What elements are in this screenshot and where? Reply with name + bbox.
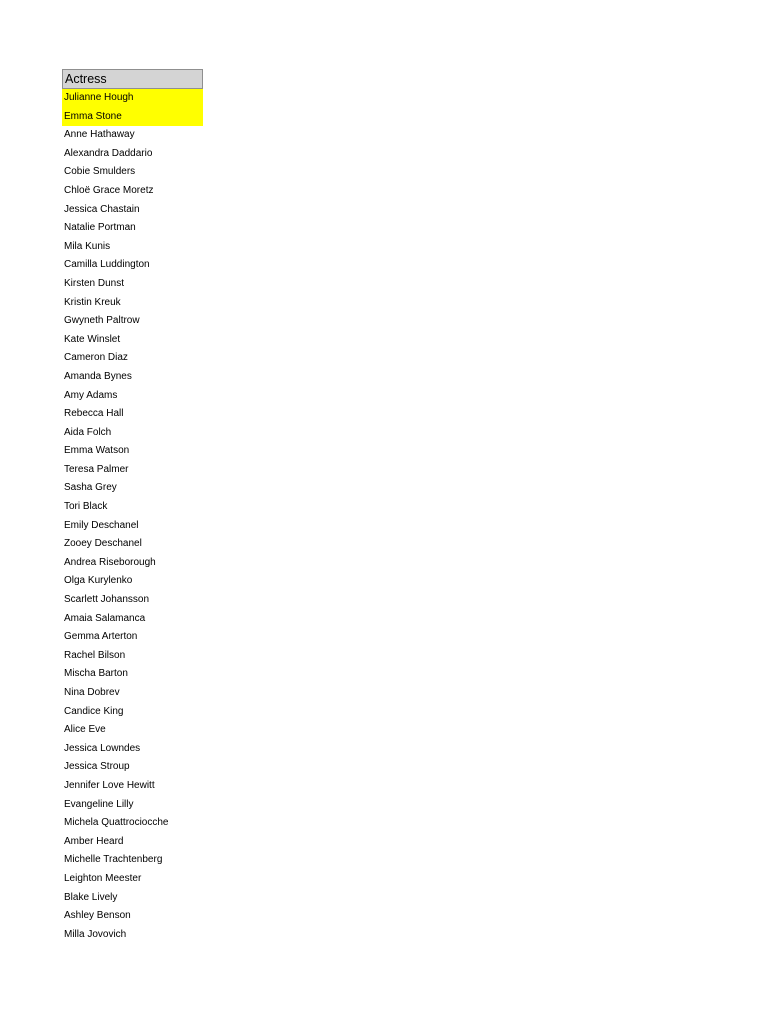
table-row[interactable]: Michelle Trachtenberg [64, 854, 163, 866]
table-row[interactable]: Kristin Kreuk [64, 296, 121, 308]
table-row[interactable]: Chloë Grace Moretz [64, 184, 154, 196]
column-header-actress[interactable]: Actress [62, 69, 203, 89]
table-row[interactable]: Jessica Chastain [64, 203, 140, 215]
table-row[interactable]: Gemma Arterton [64, 631, 138, 643]
table-row[interactable]: Amaia Salamanca [64, 612, 146, 624]
table-row[interactable]: Amber Heard [64, 835, 124, 847]
table-row[interactable]: Ashley Benson [64, 910, 131, 922]
table-row[interactable]: Michela Quattrociocche [64, 817, 169, 829]
table-row[interactable]: Olga Kurylenko [64, 575, 133, 587]
table-row[interactable]: Emily Deschanel [64, 519, 139, 531]
table-row[interactable]: Leighton Meester [64, 872, 142, 884]
table-row[interactable]: Candice King [64, 705, 124, 717]
table-row[interactable]: Mischa Barton [64, 668, 128, 680]
table-row[interactable]: Zooey Deschanel [64, 538, 142, 550]
table-row[interactable]: Camilla Luddington [64, 259, 150, 271]
table-row[interactable]: Amy Adams [64, 389, 118, 401]
actress-list [62, 89, 203, 944]
table-row[interactable]: Amanda Bynes [64, 370, 132, 382]
table-row[interactable]: Rachel Bilson [64, 649, 126, 661]
table-row[interactable]: Julianne Hough [62, 89, 203, 108]
table-row[interactable]: Sasha Grey [64, 482, 117, 494]
table-row[interactable]: Kirsten Dunst [64, 277, 125, 289]
table-row[interactable]: Evangeline Lilly [64, 798, 134, 810]
table-row[interactable]: Kate Winslet [64, 333, 121, 345]
table-row[interactable]: Scarlett Johansson [64, 594, 150, 606]
table-row[interactable]: Anne Hathaway [64, 129, 135, 141]
table-row[interactable]: Rebecca Hall [64, 408, 124, 420]
table-row[interactable]: Nina Dobrev [64, 687, 120, 698]
table-row[interactable]: Jessica Lowndes [64, 742, 141, 754]
table-row[interactable]: Jennifer Love Hewitt [64, 779, 155, 791]
table-row[interactable]: Blake Lively [64, 891, 118, 903]
table-row[interactable]: Natalie Portman [64, 222, 136, 234]
table-row[interactable]: Aida Folch [64, 426, 112, 438]
table-row[interactable]: Emma Watson [64, 445, 130, 457]
table-row[interactable]: Alexandra Daddario [64, 147, 153, 159]
table-row[interactable]: Milla Jovovich [64, 928, 127, 940]
spreadsheet-column [62, 69, 203, 944]
table-row[interactable]: Emma Stone [62, 108, 203, 127]
table-row[interactable]: Alice Eve [64, 724, 106, 736]
table-row[interactable]: Andrea Riseborough [64, 556, 156, 568]
table-row[interactable]: Cameron Diaz [64, 352, 128, 364]
table-row[interactable]: Tori Black [64, 501, 108, 513]
table-row[interactable]: Teresa Palmer [64, 463, 129, 475]
table-row[interactable]: Gwyneth Paltrow [64, 315, 140, 327]
table-row[interactable]: Jessica Stroup [64, 761, 130, 773]
table-row[interactable]: Cobie Smulders [64, 166, 136, 178]
table-row[interactable]: Mila Kunis [64, 240, 111, 252]
